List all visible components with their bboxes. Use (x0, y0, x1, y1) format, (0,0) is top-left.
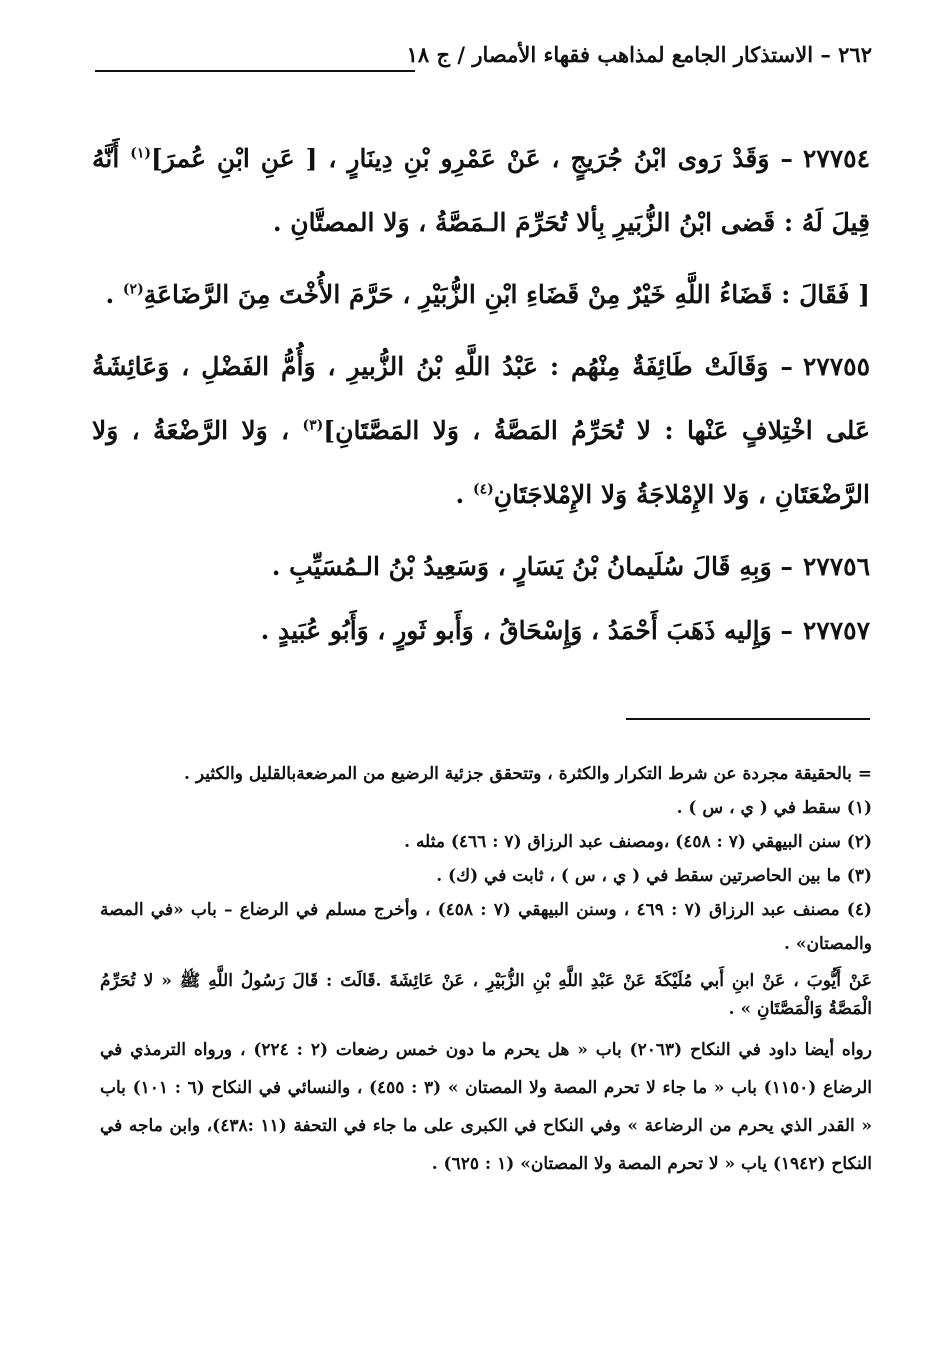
footnote-4: (٤) مصنف عبد الرزاق (٧ : ٤٦٩ ، وسنن البيهقي (٧ : ٤٥٨) ، وأخرج مسلم في الرضاع – باب «في المصة والمصتان» . (100, 900, 872, 954)
footnote-1: (١) سقط في ( ي ، س ) . (676, 798, 872, 818)
paragraph-27757 (92, 599, 870, 663)
footnote-hadith: عَنْ أَيُّوبَ ، عَنْ ابنِ أَبي مُلَيْكَةَ عَنْ عَبْدِ اللَّهِ بْنِ الزُّبَيْرِ ، عَنْ عَائِشَةَ .قَالَتَ : قَالَ رَسُولُ اللَّهِ ﷺ « لا تُحَرِّمُ الْمَصَّةُ وَالْمَصَّتَانِ » . (100, 971, 872, 1019)
paragraph-number: ٢٧٧٥٦ (802, 552, 870, 581)
paragraph-text: – وَقَالَتْ طَائِفَةٌ مِنْهُم : عَبْدُ اللَّهِ بْنُ الزُّبيرِ ، وَأُمُّ الفَضْلِ ، وَعَائِشَةُ عَلى اخْتِلافٍ عَنْها : لا تُحَرِّمُ المَصَّةُ ، وَلا المَصَّتَانِ] (92, 352, 870, 445)
paragraph-text: – وَقَدْ رَوى ابْنُ جُرَيجٍ ، عَنْ عَمْرِو بْنِ دِينَارٍ ، [ عَنِ ابْنِ عُمرَ] (151, 144, 793, 173)
paragraph-text-cont: أَنَّهُ قِيلَ لَهُ : قَضى ابْنُ الزُّبَيرِ بِألا تُحَرِّمَ الـمَصَّةُ ، وَلا المصتَّانِ . (92, 144, 870, 237)
footnote-2: (٢) سنن البيهقي (٧ : ٤٥٨) ،ومصنف عبد الرزاق (٧ : ٤٦٦) مثله . (404, 832, 872, 852)
paragraph-text: [ فَقَالَ : قَضَاءُ اللَّهِ خَيْرٌ مِنْ قَضَاءِ ابْنِ الزُّبَيْرِ ، حَرَّمَ الأُخْتَ مِنَ الرَّضَاعَةِ (143, 280, 870, 309)
footnote-continuation: = بالحقيقة مجردة عن شرط التكرار والكثرة ، وتتحقق جزئية الرضيع من المرضعةبالقليل والكثير . (184, 764, 872, 784)
paragraph-quote (92, 263, 870, 327)
paragraph-27755 (92, 335, 870, 527)
main-text (92, 127, 870, 663)
paragraph-text-end: . (455, 480, 473, 509)
footnote-ref: (١) (130, 145, 152, 162)
footnote-ref: (٣) (302, 417, 324, 434)
paragraph-number: ٢٧٧٥٧ (802, 616, 870, 645)
paragraph-number: ٢٧٧٥٥ (802, 352, 870, 381)
paragraph-text-cont: . (105, 280, 123, 309)
footnotes (100, 757, 872, 1183)
footnote-ref: (٤) (472, 481, 494, 498)
paragraph-text-cont: ، وَلا الرَّضْعَةُ ، وَلا الرَّضْعَتَانِ ، وَلا الإِمْلاجَةُ وَلا الإِمْلاجَتَانِ (92, 416, 870, 509)
footnote-ref: (٢) (122, 281, 144, 298)
page-number: ٢٦٢ (838, 42, 872, 67)
footnote-references: رواه أيضا داود في النكاح (٢٠٦٣) باب « هل يحرم ما دون خمس رضعات (٢ : ٢٢٤) ، ورواه الترمذي في الرضاع (١١٥٠) باب « ما جاء لا تحرم المصة ولا المصتان » (٣ : ٤٥٥) ، والنسائي في النكاح (٦ : ١٠١) باب « القدر الذي يحرم من الرضاعة » وفي النكاح في الكبرى على ما جاء في التحفة (١١ :٤٣٨)، وابن ماجه في النكاح (١٩٤٢) ياب « لا تحرم المصة ولا المصتان» (١ : ٦٢٥) . (100, 1040, 872, 1174)
page-header (95, 40, 872, 74)
paragraph-text: – وَإِليه ذَهَبَ أَحْمَدُ ، وَإِسْحَاقُ ، وَأَبو ثَورٍ ، وَأَبُو عُبَيدٍ . (260, 616, 793, 645)
header-text (407, 42, 872, 67)
paragraph-text: – وَبِهِ قَالَ سُلَيمانُ بْنُ يَسَارٍ ، وَسَعِيدُ بْنُ الـمُسَيِّبِ . (271, 552, 793, 581)
book-title: – الاستذكار الجامع لمذاهب فقهاء الأمصار / ج ١٨ (406, 42, 831, 67)
paragraph-27754 (92, 127, 870, 255)
paragraph-27756 (92, 535, 870, 599)
header-rule (95, 70, 415, 72)
paragraph-number: ٢٧٧٥٤ (802, 144, 871, 173)
footnote-separator (626, 718, 870, 720)
footnote-3: (٣) ما بين الحاصرتين سقط في ( ي ، س ) ، ثابت في (ك) . (436, 866, 872, 886)
